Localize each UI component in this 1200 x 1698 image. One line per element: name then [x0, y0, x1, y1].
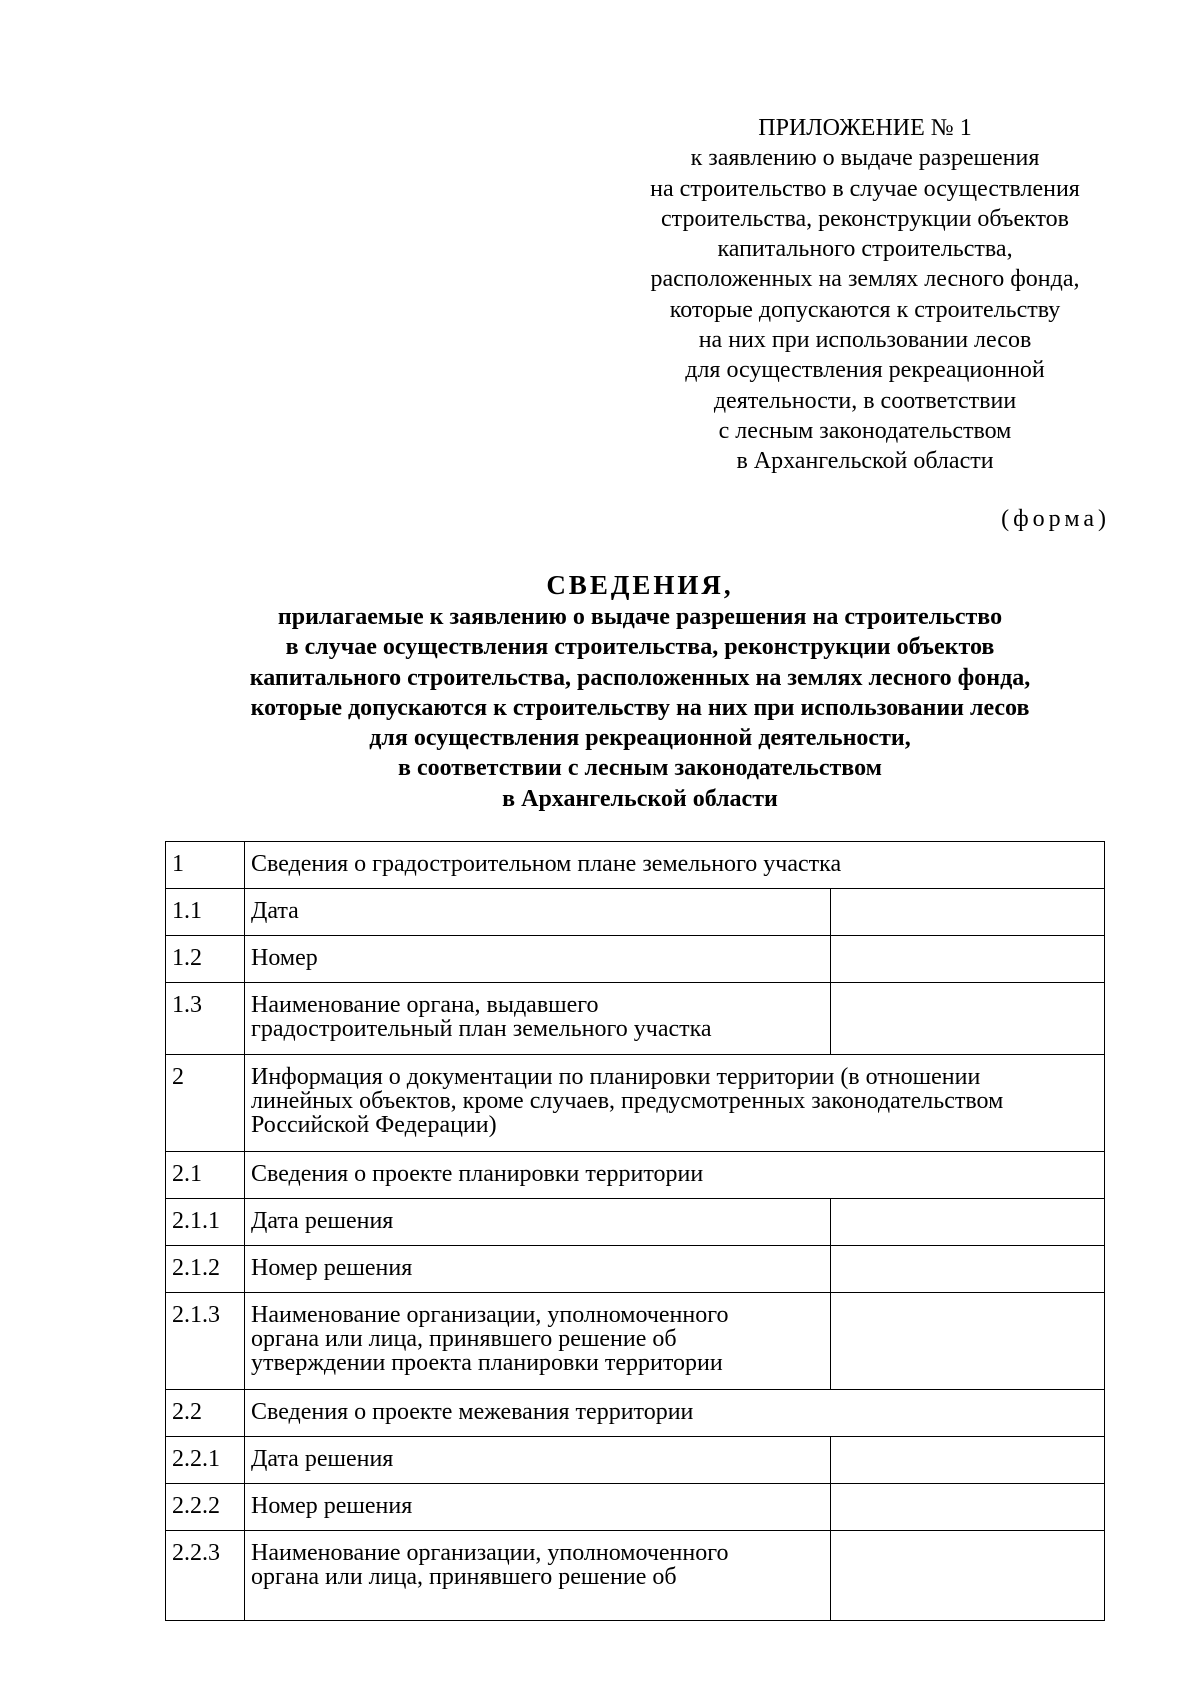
- row-number: 2.1.2: [166, 1246, 245, 1293]
- row-label: Номер: [245, 936, 831, 983]
- row-number: 2.1.3: [166, 1293, 245, 1390]
- title-line: которые допускаются к строительству на них при использовании лесов: [250, 694, 1030, 721]
- row-label: Наименование органа, выдавшего градостроительный план земельного участка: [245, 983, 831, 1055]
- table-row: [166, 1293, 1105, 1390]
- value-field[interactable]: [831, 1246, 1105, 1293]
- row-label: Сведения о проекте межевания территории: [245, 1390, 1105, 1437]
- table-row: [166, 1055, 1105, 1152]
- appendix-line: для осуществления рекреационной: [685, 357, 1045, 384]
- row-label: Наименование организации, уполномоченного органа или лица, принявшего решение об: [245, 1531, 831, 1621]
- row-label: Дата: [245, 889, 831, 936]
- appendix-line: на строительство в случае осуществления: [650, 175, 1080, 202]
- table-row: [166, 1484, 1105, 1531]
- table-row: [166, 1531, 1105, 1621]
- row-label: Дата решения: [245, 1437, 831, 1484]
- row-label: Номер решения: [245, 1246, 831, 1293]
- title-line: для осуществления рекреационной деятельности,: [369, 725, 911, 752]
- row-number: 1.2: [166, 936, 245, 983]
- table-row: [166, 1152, 1105, 1199]
- title-line: в Архангельской области: [502, 785, 778, 812]
- row-number: 1.3: [166, 983, 245, 1055]
- value-field[interactable]: [831, 1293, 1105, 1390]
- title-line: прилагаемые к заявлению о выдаче разрешения на строительство: [277, 604, 1003, 630]
- row-number: 1.1: [166, 889, 245, 936]
- title-line: в случае осуществления строительства, реконструкции объектов: [285, 634, 995, 661]
- appendix-line: расположенных на землях лесного фонда,: [650, 266, 1080, 293]
- row-label: Информация о документации по планировки территории (в отношении линейных объектов, кроме случаев, предусмотренных законодательством Российской Федерации): [245, 1055, 1105, 1152]
- value-field[interactable]: [831, 889, 1105, 936]
- appendix-header: [630, 113, 1100, 477]
- table-row: [166, 936, 1105, 983]
- row-label: Наименование организации, уполномоченного органа или лица, принявшего решение об утверждении проекта планировки территории: [245, 1293, 831, 1390]
- row-number: 2.2.3: [166, 1531, 245, 1621]
- appendix-line: капитального строительства,: [717, 236, 1013, 263]
- row-label: Сведения о проекте планировки территории: [245, 1152, 1105, 1199]
- row-label: Дата решения: [245, 1199, 831, 1246]
- appendix-line: ПРИЛОЖЕНИЕ № 1: [758, 115, 972, 141]
- appendix-line: строительства, реконструкции объектов: [661, 205, 1069, 232]
- appendix-line: деятельности, в соответствии: [713, 387, 1017, 414]
- appendix-line: которые допускаются к строительству: [669, 296, 1061, 323]
- row-label: Сведения о градостроительном плане земельного участка: [245, 842, 1105, 889]
- row-number: 2.2: [166, 1390, 245, 1437]
- document-title: [160, 568, 1120, 814]
- table-row: [166, 1246, 1105, 1293]
- value-field[interactable]: [831, 983, 1105, 1055]
- table-row: [166, 983, 1105, 1055]
- value-field[interactable]: [831, 936, 1105, 983]
- row-number: 2.2.2: [166, 1484, 245, 1531]
- appendix-line: в Архангельской области: [736, 448, 994, 475]
- table-row: [166, 1390, 1105, 1437]
- row-number: 2: [166, 1055, 245, 1152]
- value-field[interactable]: [831, 1531, 1105, 1621]
- appendix-line: на них при использовании лесов: [698, 327, 1032, 354]
- row-number: 2.1: [166, 1152, 245, 1199]
- title-heading: СВЕДЕНИЯ,: [546, 570, 734, 600]
- row-number: 1: [166, 842, 245, 889]
- title-line: капитального строительства, расположенных на землях лесного фонда,: [249, 664, 1031, 691]
- appendix-line: к заявлению о выдаче разрешения: [690, 145, 1040, 172]
- title-line: в соответствии с лесным законодательством: [397, 755, 882, 782]
- table-row: [166, 842, 1105, 889]
- table-row: [166, 1199, 1105, 1246]
- row-number: 2.1.1: [166, 1199, 245, 1246]
- row-number: 2.2.1: [166, 1437, 245, 1484]
- table-row: [166, 889, 1105, 936]
- table-row: [166, 1437, 1105, 1484]
- appendix-line: с лесным законодательством: [718, 417, 1012, 444]
- information-table: [165, 841, 1105, 1621]
- row-label: Номер решения: [245, 1484, 831, 1531]
- value-field[interactable]: [831, 1199, 1105, 1246]
- value-field[interactable]: [831, 1484, 1105, 1531]
- form-label: (форма): [1001, 506, 1110, 532]
- value-field[interactable]: [831, 1437, 1105, 1484]
